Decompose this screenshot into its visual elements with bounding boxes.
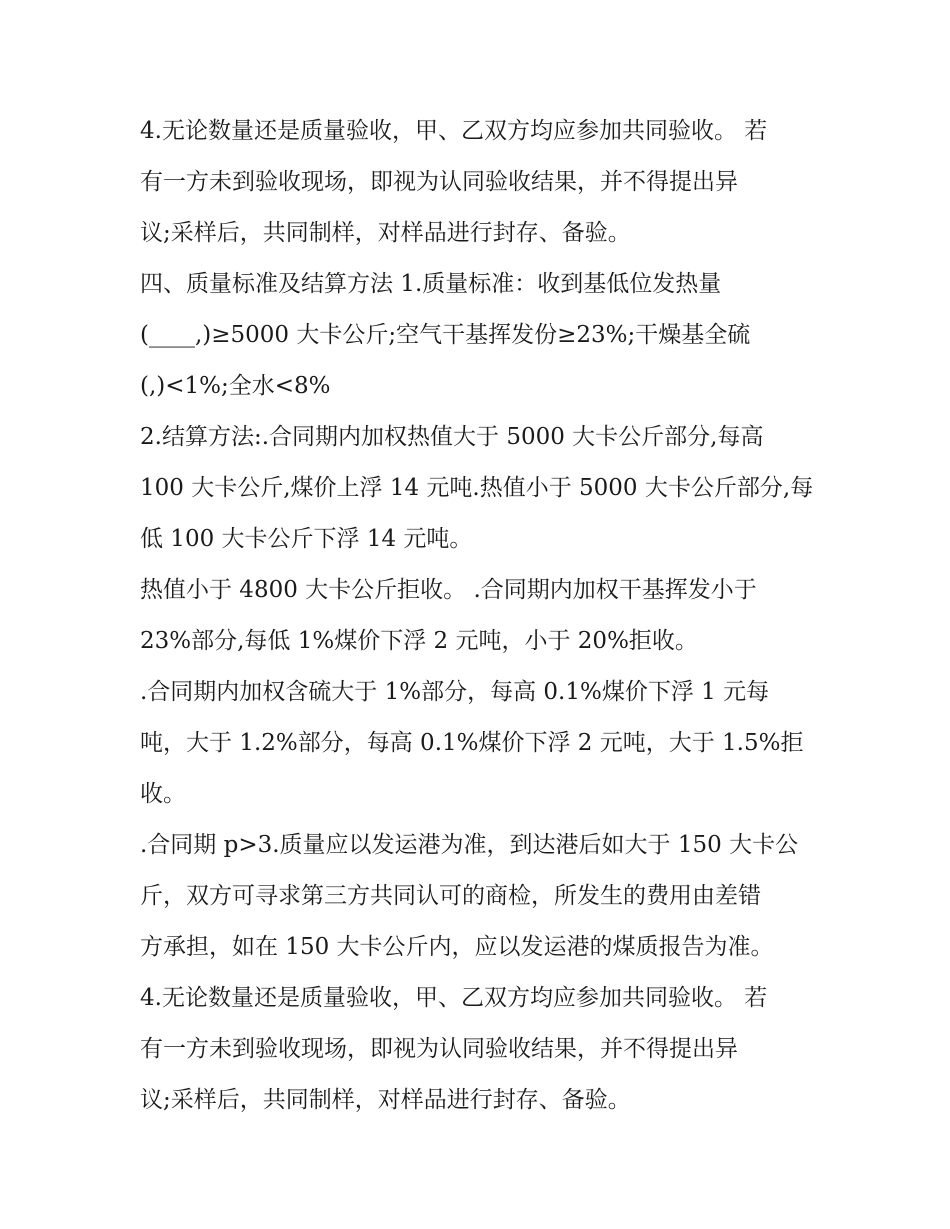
text-line: 热值小于 4800 大卡公斤拒收。 .合同期内加权干基挥发小于 (140, 577, 757, 603)
text-line: 议;采样后，共同制样，对样品进行封存、备验。 (140, 220, 631, 246)
text-line: 有一方未到验收现场，即视为认同验收结果，并不得提出异 (140, 169, 738, 195)
text-line: 议;采样后，共同制样，对样品进行封存、备验。 (140, 1087, 631, 1113)
text-line: 有一方未到验收现场，即视为认同验收结果，并不得提出异 (140, 1036, 738, 1062)
text-line: 4.无论数量还是质量验收，甲、乙双方均应参加共同验收。 若 (140, 985, 768, 1011)
document-body (140, 106, 820, 1126)
text-line: (,)<1%;全水<8% (140, 373, 331, 399)
text-line: .合同期 p>3.质量应以发运港为准，到达港后如大于 150 大卡公 (140, 832, 799, 858)
text-line: 低 100 大卡公斤下浮 14 元吨。 (140, 526, 473, 552)
text-line: 吨，大于 1.2%部分，每高 0.1%煤价下浮 2 元吨，大于 1.5%拒 (140, 730, 804, 756)
text-line: 收。 (140, 781, 186, 807)
text-line: 方承担，如在 150 大卡公斤内，应以发运港的煤质报告为准。 (140, 934, 774, 960)
text-line: 2.结算方法:.合同期内加权热值大于 5000 大卡公斤部分,每高 (140, 424, 764, 450)
text-line: 100 大卡公斤,煤价上浮 14 元吨.热值小于 5000 大卡公斤部分,每 (140, 475, 814, 501)
text-line: 23%部分,每低 1%煤价下浮 2 元吨，小于 20%拒收。 (140, 628, 698, 654)
section-heading-line: 四、质量标准及结算方法 1.质量标准：收到基低位发热量 (140, 271, 722, 297)
text-line: 斤，双方可寻求第三方共同认可的商检，所发生的费用由差错 (140, 883, 761, 909)
text-line: .合同期内加权含硫大于 1%部分，每高 0.1%煤价下浮 1 元每 (140, 679, 770, 705)
text-line: 4.无论数量还是质量验收，甲、乙双方均应参加共同验收。 若 (140, 118, 768, 144)
text-line: (____,)≥5000 大卡公斤;空气干基挥发份≥23%;干燥基全硫 (140, 322, 751, 348)
